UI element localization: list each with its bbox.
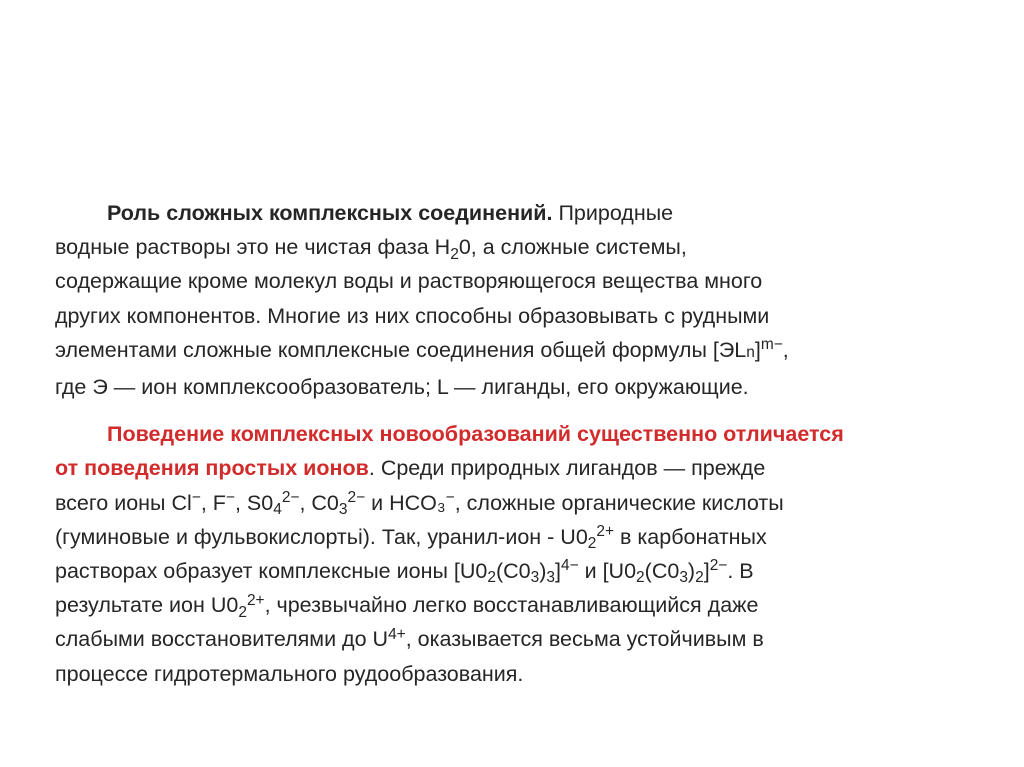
text-fragment: , <box>782 337 789 362</box>
superscript: 2+ <box>246 591 265 609</box>
text-fragment: , S0 <box>234 490 274 515</box>
subscript: 3 <box>679 569 688 587</box>
superscript: 2− <box>347 488 366 506</box>
text-fragment: (C0 <box>495 559 531 584</box>
text-fragment: , сложные органические кислоты <box>454 490 784 515</box>
text-fragment: ] <box>703 559 710 584</box>
paragraph-complex-compounds-role <box>55 196 975 404</box>
subscript: 3 <box>338 500 348 518</box>
text-fragment: (гуминовые и фульвокислортьі). Так, уранил-ион - U0 <box>55 524 588 549</box>
text-fragment: других компонентов. Многие из них способны образовывать с рудными <box>55 303 770 328</box>
text-fragment: (C0 <box>644 559 680 584</box>
text-fragment: , чрезвычайно легко восстанавливающийся даже <box>264 593 759 618</box>
slide-text <box>55 196 975 691</box>
subscript: 2 <box>636 569 645 587</box>
highlighted-statement: от поведения простых ионов <box>55 456 369 481</box>
subscript: 2 <box>450 245 459 263</box>
text-fragment: результате ион U0 <box>55 593 239 618</box>
text-fragment: процессе гидротермального рудообразования. <box>55 661 524 686</box>
text-fragment: содержащие кроме молекул воды и растворяющегося вещества много <box>55 269 763 294</box>
formula-index: n <box>746 343 755 361</box>
superscript: − <box>191 488 201 506</box>
text-fragment: . Среди природных лигандов — прежде <box>368 456 766 481</box>
text-fragment: в карбонатных <box>614 524 767 549</box>
superscript: 4+ <box>388 625 406 643</box>
subscript: 4 <box>273 500 282 518</box>
subscript: 3 <box>546 569 555 587</box>
text-fragment: . В <box>727 559 754 584</box>
subscript: 2 <box>695 569 704 587</box>
superscript: 2+ <box>596 523 615 541</box>
text-fragment: , C0 <box>299 490 339 515</box>
text-fragment: где Э — ион комплексообразователь; L — лиганды, его окружающие. <box>55 375 749 400</box>
subscript: 2 <box>587 535 597 553</box>
superscript: 2− <box>281 488 300 506</box>
superscript: m− <box>760 336 783 354</box>
highlighted-statement: Поведение комплексных новообразований существенно отличается <box>107 422 844 447</box>
text-fragment: 0, а сложные системы, <box>458 235 687 260</box>
text-fragment: ] <box>555 559 561 584</box>
text-fragment: элементами сложные комплексные соединения общей формулы [ЭL <box>55 337 747 362</box>
text-fragment: ] <box>754 337 761 362</box>
text-fragment: всего ионы Cl <box>55 490 192 515</box>
text-fragment: , оказывается весьма устойчивым в <box>405 627 764 652</box>
text-fragment: Природные <box>552 201 674 225</box>
text-fragment: , F <box>200 490 226 515</box>
subscript: 3 <box>530 569 540 587</box>
paragraph-heading: Роль сложных комплексных соединений. <box>107 201 553 225</box>
text-fragment: и [U0 <box>578 559 637 584</box>
text-fragment: слабыми восстановителями до U <box>55 627 389 652</box>
superscript: − <box>225 488 235 506</box>
text-fragment: ) <box>687 559 696 584</box>
superscript: 2− <box>709 557 728 575</box>
text-fragment: растворах образует комплексные ионы [U0 <box>55 559 488 584</box>
superscript: 4− <box>560 557 579 575</box>
subscript: 2 <box>238 603 247 621</box>
text-fragment: и HCO₃ <box>365 490 446 515</box>
text-fragment: водные растворы это не чистая фаза Н <box>55 235 451 260</box>
subscript: 2 <box>487 569 496 587</box>
superscript: − <box>445 488 455 506</box>
text-fragment: ) <box>539 559 547 584</box>
paragraph-complex-behavior <box>55 417 975 691</box>
